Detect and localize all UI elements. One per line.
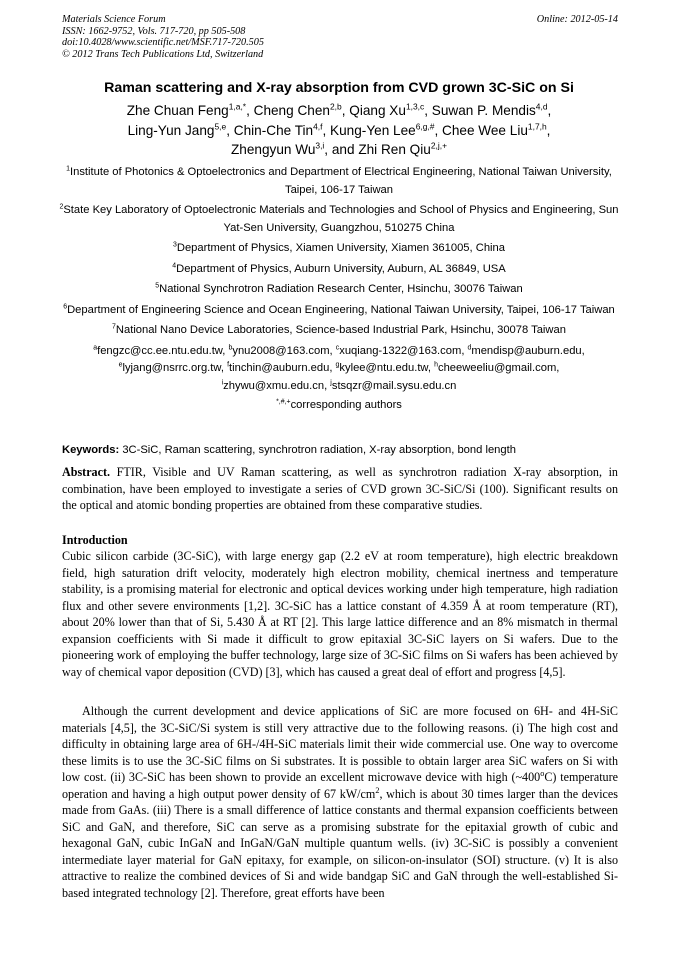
affiliations [56,164,622,415]
paper-title: Raman scattering and X-ray absorption from CVD grown 3C-SiC on Si [104,80,574,96]
email[interactable]: $^h$cheeweeliu@gmail.com, [434,361,560,374]
affiliation: $^2$State Key Laboratory of Optoelectronic Materials and Technologies and School of Physics and Engineering, Sun Yat-Sen University, Guangzhou, 510275 China [59,203,619,234]
affiliation: $^5$National Synchrotron Radiation Research Center, Hsinchu, 30076 Taiwan [155,282,523,295]
email-list [56,343,622,396]
abstract-label: Abstract. [62,465,111,479]
journal-name: Materials Science Forum [62,14,166,25]
affiliation: $^3$Department of Physics, Xiamen University, Xiamen 361005, China [173,241,505,254]
author: Qiang Xu$^{1,3,c}$, [349,101,432,118]
author: Zhi Ren Qiu$^{2,j,+}$ [358,140,447,157]
email[interactable]: $^g$kylee@ntu.edu.tw, [335,361,435,374]
email[interactable]: $^i$zhywu@xmu.edu.cn, [221,378,331,392]
abstract [62,464,618,514]
author: Chin-Che Tin$^{4,f}$, [233,120,331,138]
affiliation: $^1$Institute of Photonics & Optoelectronics and Department of Electrical Engineering, National Taiwan University, Taipei, 106-17 Taiwan [66,165,612,196]
email[interactable]: $^e$lyjang@nsrrc.org.tw, [118,361,228,374]
abstract-text: FTIR, Visible and UV Raman scattering, as well as synchrotron radiation X-ray absorption, in combination, have been employed to investigate a series of CVD grown 3C-SiC/Si (100). Significant results on the optical and atomic bonding properties are obtained from these comparative studies. [62,465,618,512]
journal-header [62,14,618,60]
author: Suwan P. Mendis$^{4,d}$, [431,101,552,118]
online-date: Online: 2012-05-14 [536,14,618,25]
copyright-line: © 2012 Trans Tech Publications Ltd, Switzerland [62,48,264,60]
author: Chee Wee Liu$^{1,7,h}$, [442,120,551,138]
keywords-label: Keywords: [62,444,120,456]
email[interactable]: $^d$mendisp@auburn.edu, [467,343,585,357]
author: Cheng Chen$^{2,b}$, [253,101,350,118]
email[interactable]: $^c$xuqiang-1322@163.com, [335,343,468,357]
affiliation: $^4$Department of Physics, Auburn University, Auburn, AL 36849, USA [172,261,506,275]
affiliation: $^6$Department of Engineering Science and Ocean Engineering, National Taiwan University, Taipei, 106-17 Taiwan [63,302,615,316]
keywords [62,444,618,456]
affiliation: $^7$National Nano Device Laboratories, Science-based Industrial Park, Hsinchu, 30078 Taiwan [112,323,566,336]
author: Zhengyun Wu$^{3,i}$, and [231,140,359,157]
author: Ling-Yun Jang$^{5,e}$, [127,120,234,138]
email[interactable]: $^b$ynu2008@163.com, [228,343,336,357]
author: Kung-Yen Lee$^{6,g,\#}$, [330,120,443,138]
email[interactable]: $^a$fengzc@cc.ee.ntu.edu.tw, [93,343,229,357]
keywords-text: 3C-SiC, Raman scattering, synchrotron radiation, X-ray absorption, bond length [122,444,516,456]
section-heading-introduction: Introduction [62,533,128,547]
doi-line: doi:10.4028/www.scientific.net/MSF.717-720.505 [62,37,264,49]
issn-line: ISSN: 1662-9752, Vols. 717-720, pp 505-508 [62,25,246,37]
email[interactable]: $^f$tinchin@auburn.edu, [227,361,336,374]
intro-paragraph-1: Cubic silicon carbide (3C-SiC), with large energy gap (2.2 eV at room temperature), high electric breakdown field, high saturation drift velocity, moderately high electron mobility, chemical inertness and temperature stability, is a promising material for electronic and optical devices working under high temperature, high radiation flux and other severe environments [1,2]. 3C-SiC has a lattice constant of 4.359 Å at room temperature (RT), about 20% lower than that of Si, 5.430 Å at RT [2]. This large lattice difference and an 8% mismatch in thermal expansion coefficients with Si made it difficult to grow epitaxial 3C-SiC layers on Si wafers. Due to the pioneering work of employing the buffer technology, large size of 3C-SiC films on Si wafers has been achieved by way of chemical vapor deposition (CVD) [3], which has caused a great deal of effort and progress [4,5]. [62,549,618,679]
email[interactable]: $^j$stsqzr@mail.sysu.edu.cn [330,378,457,392]
intro-paragraph-2: Although the current development and device applications of SiC are more focused on 6H- and 4H-SiC materials [4,5], the 3C-SiC/Si system is still very attractive due to the following reasons. (i) The high cost and difficulty in obtaining large area of 6H-/4H-SiC materials limit their wide commercial use. One way to overcome these limits is to use the 3C-SiC films on Si substrates. It is possible to obtain larger area SiC wafers on Si with low cost. (ii) 3C-SiC has been shown to provide an excellent microwave device with high (~400$^o$C) temperature operation and having a high output power density of 67 $kW/cm^2$, which is about 30 times larger than the devices made from GaAs. (iii) There is a small difference of lattice constants and thermal expansion coefficients between SiC and GaN, and therefore, SiC can serve as a promising substrate for the epitaxial growth of cubic and hexagonal GaN, cubic InGaN and InGaN/GaN multiple quantum wells. (iv) 3C-SiC is possibly a convenient intermediate layer material for GaN epitaxy, for example, on silicon-on-insulator (SOI) structure. (v) It is also attractive to realize the combined devices of Si and wide bandgap SiC and GaN through the well-established Si-based integrated technology [2]. Therefore, great efforts have been [62,704,619,900]
author: Zhe Chuan Feng$^{1,a,*}$, [126,101,254,118]
author-list [40,101,638,160]
corresponding-note: *,#,+corresponding authors [276,398,402,411]
